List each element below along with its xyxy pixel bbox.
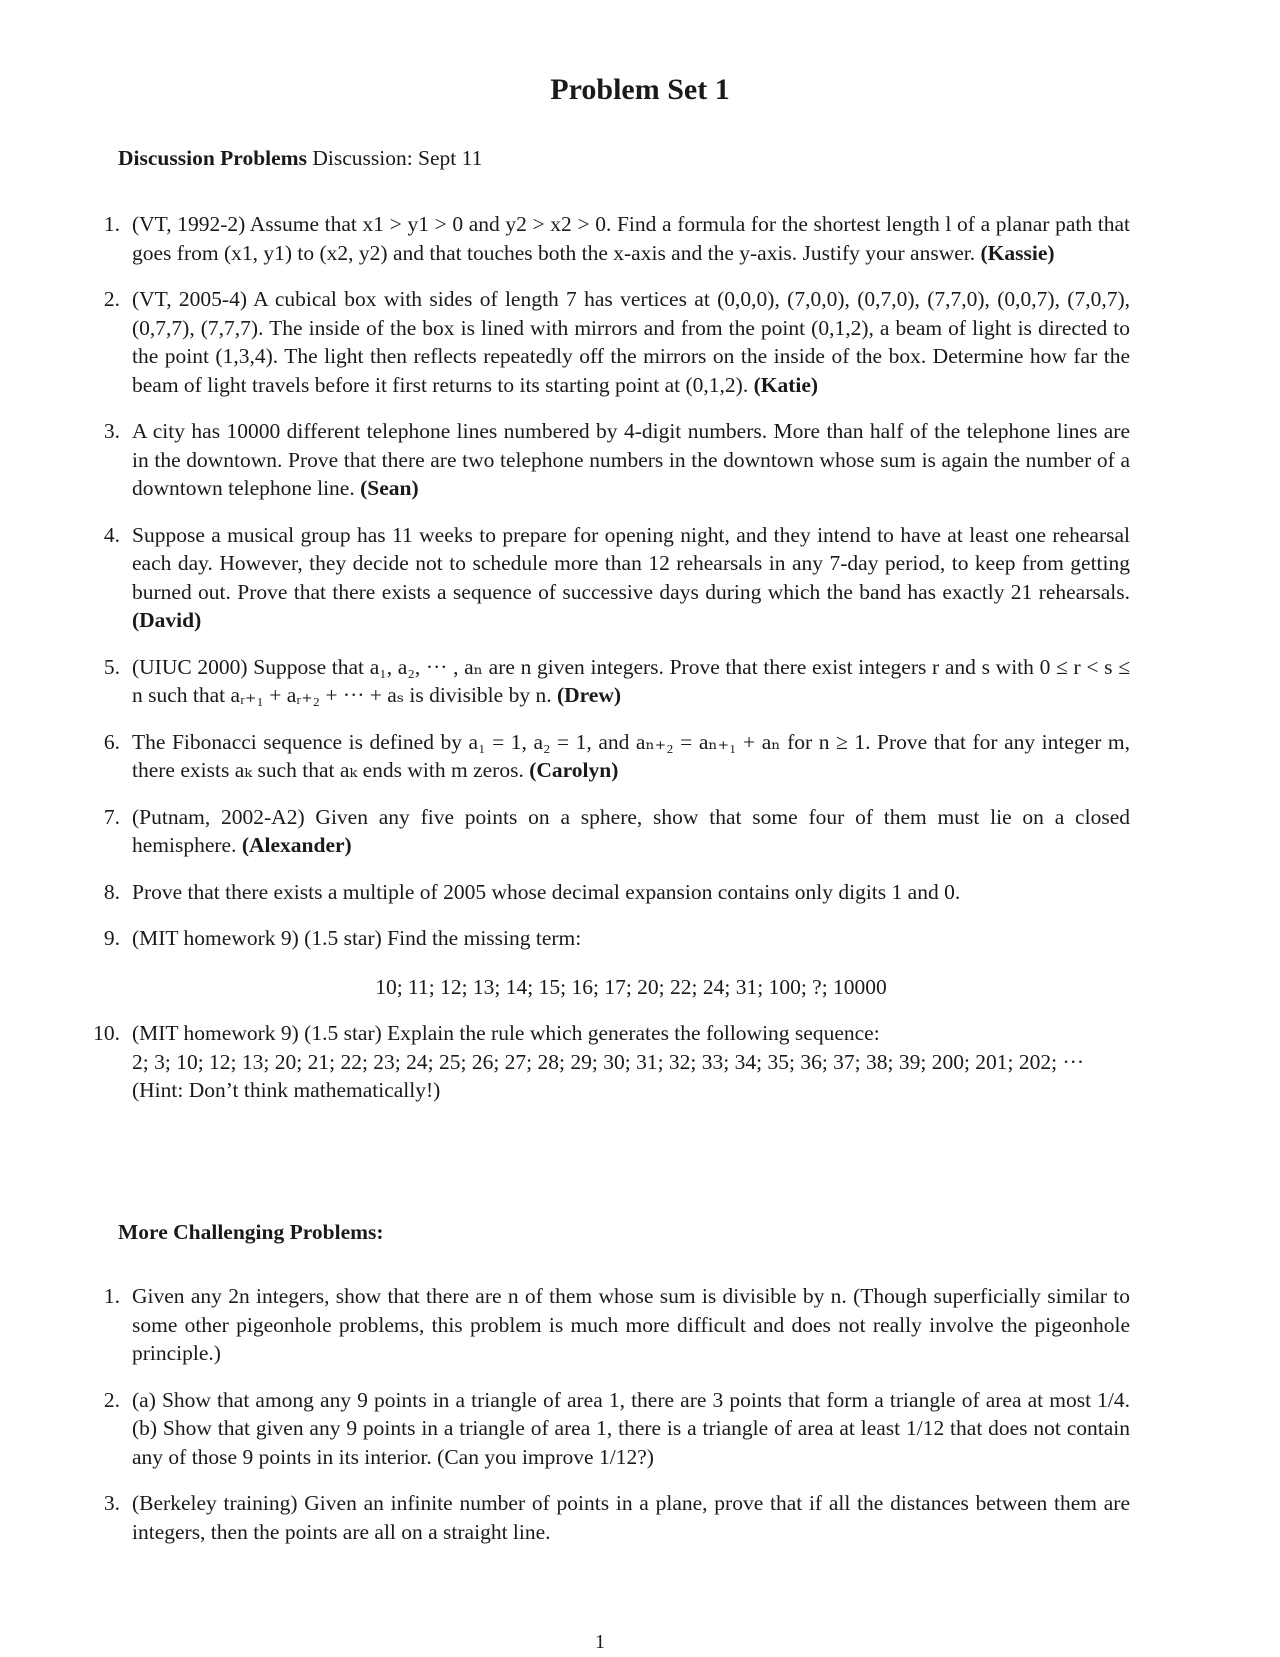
problem-author: (Carolyn) (529, 758, 619, 782)
problem-number: 1. (103, 212, 120, 236)
problem-number: 2. (103, 1387, 120, 1412)
problem-number: 5. (103, 654, 120, 679)
problem-author: (Drew) (556, 683, 622, 707)
page-title: Problem Set 1 (550, 73, 730, 106)
discussion-problem (0, 653, 1130, 710)
problem-author: (David) (132, 608, 202, 632)
problem-text: A city has 10000 different telephone lines numbered by 4-digit numbers. More than half of the telephone lines are in the downtown. Prove that there are two telephone numbers in the downtown whose sum is again the number of a downtown telephone line. (132, 419, 1130, 500)
problem-text: (Berkeley training) Given an infinite number of points in a plane, prove that if all the distances between them are integers, then the points are all on a straight line. (132, 1491, 1130, 1544)
discussion-problem (0, 1019, 1130, 1105)
discussion-problem (0, 521, 1130, 635)
problem-number: 9. (103, 926, 120, 950)
problem-text: (VT, 2005-4) A cubical box with sides of length 7 has vertices at (0,0,0), (7,0,0), (0,7,0), (7,7,0), (0,0,7), (7,0,7), (0,7,7), (7,7,7). The inside of the box is lined with mirrors and from the point (0,1,2), a beam of light is directed to the point (1,3,4). The light then reflects repeatedly off the mirrors on the inside of the box. Determine how far the beam of light travels before it first returns to its starting point at (0,1,2). (132, 287, 1130, 397)
discussion-problem (0, 803, 1130, 860)
challenging-problem-list (0, 1282, 1280, 1564)
discussion-heading-line (118, 144, 482, 172)
problem-text: (a) Show that among any 9 points in a triangle of area 1, there are 3 points that form a triangle of area at most 1/4. (b) Show that given any 9 points in a triangle of area 1, there is a triangle of area at least 1/12 that does not contain any of those 9 points in its interior. (Can you improve 1/12?) (132, 1387, 1130, 1469)
discussion-problem (0, 285, 1130, 399)
discussion-problem (0, 878, 1130, 907)
problem-number: 3. (103, 419, 120, 443)
discussion-problem-list (0, 210, 1280, 1123)
problem-text: Suppose a musical group has 11 weeks to prepare for opening night, and they intend to have at least one rehearsal each day. However, they decide not to schedule more than 12 rehearsals in any 7-day period, to keep from getting burned out. Prove that there exists a sequence of successive days during which the band has exactly 21 rehearsals. (132, 522, 1130, 604)
problem-text: (MIT homework 9) (1.5 star) Explain the rule which generates the following sequence: (132, 1021, 880, 1045)
problem-hint: (Hint: Don’t think mathematically!) (132, 1078, 441, 1102)
problem-author: (Katie) (753, 372, 819, 397)
problem-number: 8. (103, 879, 120, 904)
problem-number: 2. (103, 287, 120, 311)
discussion-heading: Discussion Problems (118, 146, 307, 170)
problem-number: 3. (103, 1491, 120, 1515)
problem-text: Given any 2n integers, show that there are n of them whose sum is divisible by n. (Though superficially similar to some other pigeonhole problems, this problem is much more difficult and does not really involve the pigeonhole principle.) (132, 1284, 1130, 1365)
discussion-problem (0, 417, 1130, 503)
discussion-date: Discussion: Sept 11 (312, 146, 483, 170)
challenging-problem (0, 1489, 1130, 1546)
discussion-problem (0, 728, 1130, 785)
problem-author: (Alexander) (241, 833, 352, 857)
problem-text: (VT, 1992-2) Assume that x1 > y1 > 0 and y2 > x2 > 0. Find a formula for the shortest length l of a planar path that goes from (x1, y1) to (x2, y2) and that touches both the x-axis and the y-axis. Justify your answer. (132, 212, 1130, 265)
problem-number: 7. (103, 804, 120, 829)
challenging-heading-line (118, 1218, 384, 1246)
discussion-problem (0, 210, 1130, 267)
problem-text: Prove that there exists a multiple of 2005 whose decimal expansion contains only digits 1 and 0. (132, 879, 961, 904)
problem-text: The Fibonacci sequence is defined by a₁ = 1, a₂ = 1, and aₙ₊₂ = aₙ₊₁ + aₙ for n ≥ 1. Prove that for any integer m, there exists aₖ such that aₖ ends with m zeros. (132, 729, 1130, 782)
challenging-heading: More Challenging Problems: (118, 1220, 384, 1244)
rule-sequence: 2; 3; 10; 12; 13; 20; 21; 22; 23; 24; 25; 26; 27; 28; 29; 30; 31; 32; 33; 34; 35; 36; 37; 38; 39; 200; 201; 202; ··· (132, 1049, 1084, 1074)
problem-number: 10. (93, 1021, 120, 1045)
problem-text: (Putnam, 2002-A2) Given any five points on a sphere, show that some four of them must lie on a closed hemisphere. (132, 804, 1130, 857)
problem-text: (MIT homework 9) (1.5 star) Find the missing term: (132, 926, 582, 950)
challenging-problem (0, 1386, 1130, 1472)
problem-number: 4. (103, 522, 120, 547)
problem-number: 6. (103, 729, 120, 754)
challenging-problem (0, 1282, 1130, 1368)
problem-author: (Sean) (360, 476, 419, 500)
missing-term-sequence: 10; 11; 12; 13; 14; 15; 16; 17; 20; 22; 24; 31; 100; ?; 10000 (375, 974, 887, 999)
problem-author: (Kassie) (980, 240, 1055, 265)
discussion-problem (0, 924, 1130, 1001)
problem-text: (UIUC 2000) Suppose that a₁, a₂, ··· , aₙ are n given integers. Prove that there exist integers r and s with 0 ≤ r < s ≤ n such that aᵣ₊₁ + aᵣ₊₂ + ··· + aₛ is divisible by n. (132, 654, 1130, 707)
page-number: 1 (595, 1631, 605, 1653)
problem-number: 1. (103, 1284, 120, 1308)
